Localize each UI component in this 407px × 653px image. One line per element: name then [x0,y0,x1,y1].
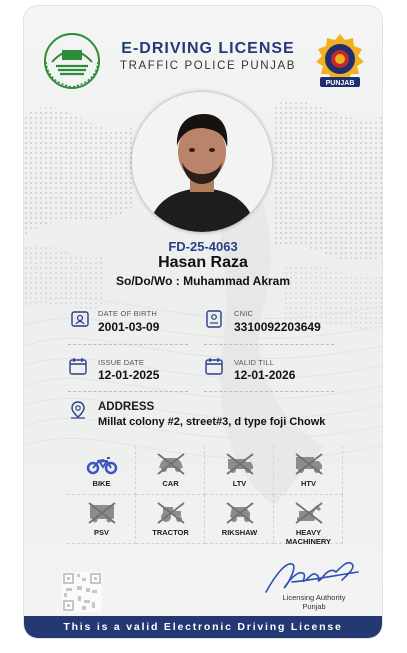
traffic-police-badge-icon [312,32,368,90]
id-badge-icon [204,309,224,329]
category-car [136,446,205,495]
holder-name: Hasan Raza [158,254,248,271]
dob-label: DATE OF BIRTH [98,309,157,318]
light-vehicle-crossed-icon [224,452,256,476]
authority-line2: Punjab [302,602,326,611]
calendar-icon [68,356,88,376]
category-label: HTV [301,479,316,488]
licensing-authority [264,593,364,611]
category-label: LTV [232,479,247,488]
category-ltv [205,446,274,495]
bus-crossed-icon [86,501,118,525]
excavator-crossed-icon [293,501,325,525]
divider [68,344,188,345]
validity-footer: This is a valid Electronic Driving License [24,616,382,638]
issue-date-label: ISSUE DATE [98,358,145,367]
holder-relation: So/Do/Wo : Muhammad Akram [115,274,291,288]
rikshaw-crossed-icon [224,501,256,525]
truck-crossed-icon [293,452,325,476]
divider [204,391,334,392]
authority-line1: Licensing Authority [282,593,346,602]
category-label: RIKSHAW [221,528,258,537]
location-pin-icon [68,400,88,420]
category-rikshaw [205,495,274,544]
cnic-label: CNIC [234,309,254,318]
category-label: BIKE [92,479,111,488]
holder-portrait-image [132,92,272,232]
badge-text: PUNJAB [325,80,355,87]
category-label: CAR [162,479,179,488]
card-subtitle: TRAFFIC POLICE PUNJAB [119,60,297,72]
calendar-icon [204,356,224,376]
authority-signature [262,554,362,598]
car-crossed-icon [155,452,187,476]
license-number: FD-25-4063 [168,239,238,254]
tractor-crossed-icon [155,501,187,525]
motorbike-icon [86,452,118,476]
valid-till-value: 12-01-2026 [234,368,296,382]
dob-value: 2001-03-09 [98,320,160,334]
punjab-emblem-icon [40,32,104,90]
category-label: HEAVY MACHINERY [285,528,332,546]
cnic-value: 3310092203649 [234,320,321,334]
divider [204,344,334,345]
valid-till-label: VALID TILL [234,358,275,367]
issue-date-value: 12-01-2025 [98,368,160,382]
divider [68,391,188,392]
category-tractor [136,495,205,544]
category-bike [67,446,136,495]
category-htv [274,446,343,495]
card-title: E-DRIVING LICENSE [121,40,295,57]
qr-code-icon [62,572,102,612]
address-value: Millat colony #2, street#3, d type foji Chowk [98,416,326,428]
category-heavy-machinery [274,495,343,544]
address-label: ADDRESS [98,401,155,413]
id-card-icon [70,309,90,329]
license-card [24,6,382,638]
category-label: TRACTOR [152,528,189,537]
holder-photo [132,92,272,232]
vehicle-category-grid [67,446,343,544]
category-label: PSV [93,528,109,537]
category-psv [67,495,136,544]
